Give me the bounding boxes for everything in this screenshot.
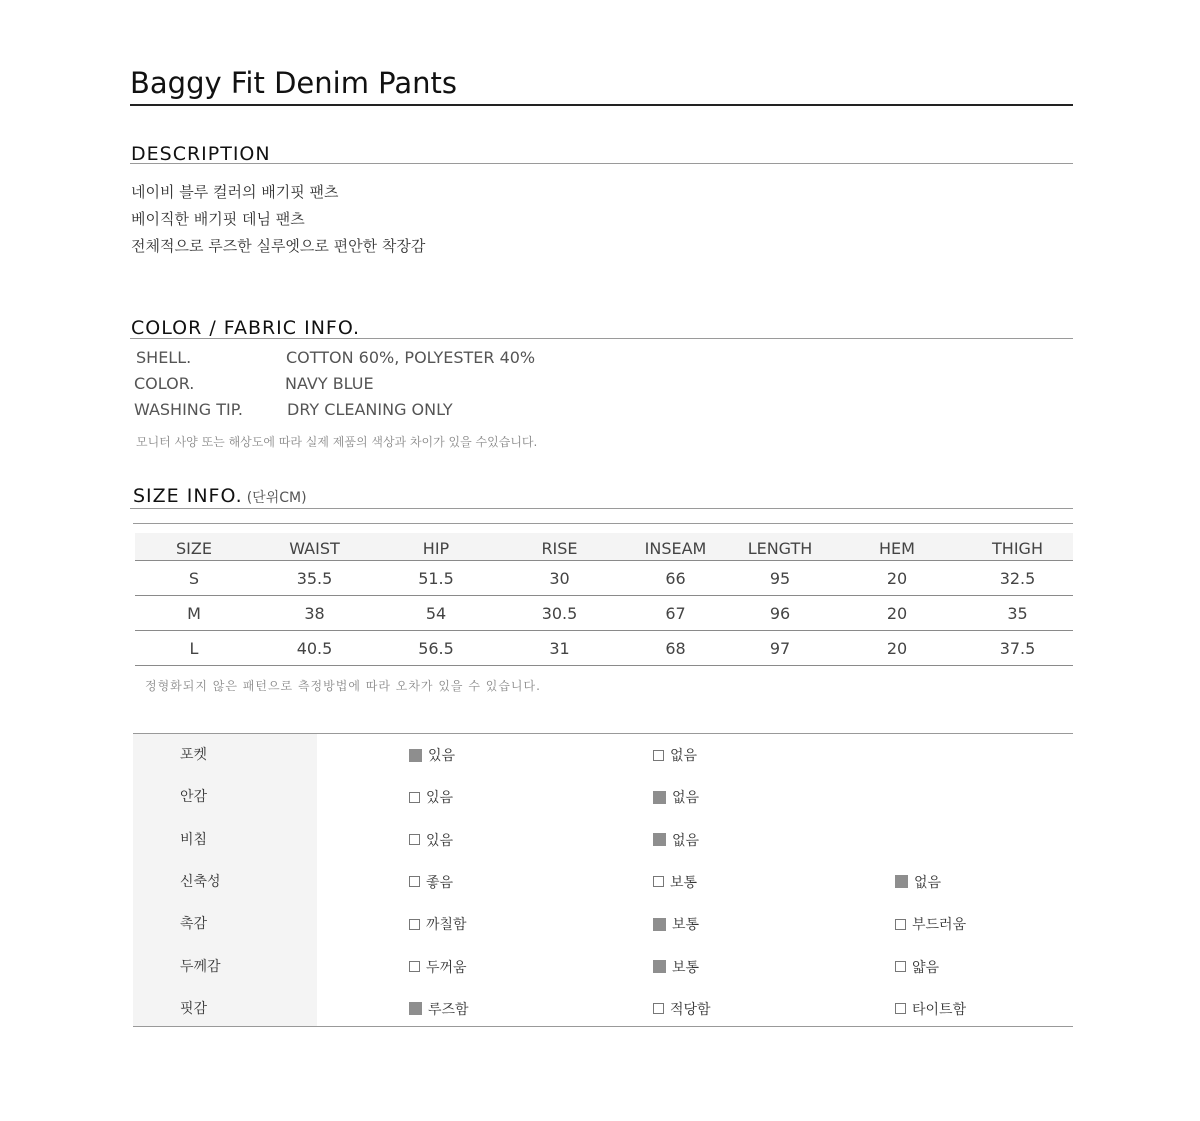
attribute-option-label: 없음 [672, 790, 700, 807]
attribute-option-label: 부드러움 [912, 917, 967, 934]
attribute-option [409, 787, 453, 807]
size-cell: 20 [832, 631, 962, 666]
unchecked-box-icon [653, 750, 664, 761]
size-table-header [135, 533, 1073, 561]
attribute-option-label: 얇음 [912, 959, 940, 976]
attribute-option [895, 872, 941, 892]
size-cell: 31 [496, 631, 623, 666]
unchecked-box-icon [409, 792, 420, 803]
size-cell: 37.5 [962, 631, 1073, 666]
attribute-label: 안감 [180, 789, 208, 806]
description-divider [130, 163, 1073, 164]
description-line: 전체적으로 루즈한 실루엣으로 편안한 착장감 [131, 237, 426, 255]
size-unit: (단위CM) [246, 490, 307, 506]
size-col-header: INSEAM [623, 533, 728, 561]
attribute-option [653, 999, 711, 1019]
attribute-label: 비침 [180, 831, 208, 848]
attribute-option-label: 없음 [914, 874, 942, 891]
attribute-row [133, 776, 1073, 818]
attribute-option [409, 999, 469, 1019]
size-cell: 96 [728, 596, 832, 631]
attribute-option [409, 914, 467, 934]
fabric-divider [130, 338, 1073, 339]
size-col-header: HEM [832, 533, 962, 561]
attribute-option [895, 914, 966, 934]
size-cell: 54 [376, 596, 496, 631]
attribute-option-label: 적당함 [670, 1001, 711, 1018]
unchecked-box-icon [653, 876, 664, 887]
attribute-option [409, 872, 453, 892]
attribute-option-label: 있음 [428, 748, 456, 764]
unchecked-box-icon [895, 1003, 906, 1014]
page-title: Baggy Fit Denim Pants [130, 66, 457, 100]
attribute-option [409, 745, 455, 765]
attribute-option-label: 좋음 [426, 874, 454, 891]
size-cell: 35.5 [253, 561, 376, 596]
size-cell: 38 [253, 596, 376, 631]
unchecked-box-icon [409, 919, 420, 930]
table-row [135, 631, 1073, 666]
size-cell: S [135, 561, 253, 596]
checked-box-icon [653, 918, 666, 931]
fabric-value-color: NAVY BLUE [285, 374, 374, 393]
checked-box-icon [409, 749, 422, 762]
description-line: 네이비 블루 컬러의 배기핏 팬츠 [131, 183, 339, 201]
unchecked-box-icon [895, 961, 906, 972]
size-heading-text: SIZE INFO. [133, 485, 243, 507]
attribute-label: 두께감 [180, 958, 221, 975]
size-cell: 35 [962, 596, 1073, 631]
size-cell: 97 [728, 631, 832, 666]
attribute-row [133, 946, 1073, 988]
attribute-option-label: 까칠함 [426, 917, 467, 934]
checked-box-icon [653, 791, 666, 804]
size-col-header: HIP [376, 533, 496, 561]
size-heading [133, 485, 307, 507]
size-cell: 66 [623, 561, 728, 596]
size-cell: M [135, 596, 253, 631]
attribute-row [133, 861, 1073, 903]
size-cell: 20 [832, 596, 962, 631]
attribute-row [133, 819, 1073, 861]
size-cell: 95 [728, 561, 832, 596]
attribute-option-label: 있음 [426, 790, 454, 807]
attribute-row [133, 988, 1073, 1030]
unchecked-box-icon [409, 876, 420, 887]
size-col-header: LENGTH [728, 533, 832, 561]
checked-box-icon [653, 960, 666, 973]
size-cell: 40.5 [253, 631, 376, 666]
attribute-label: 포켓 [180, 747, 208, 763]
description-line: 베이직한 배기핏 데님 팬츠 [131, 210, 305, 228]
attribute-option-label: 보통 [672, 917, 700, 934]
title-divider [130, 104, 1073, 106]
size-col-header: THIGH [962, 533, 1073, 561]
size-table-top-rule [133, 523, 1073, 524]
size-cell: 32.5 [962, 561, 1073, 596]
fabric-label-shell: SHELL. [136, 348, 192, 367]
attribute-option-label: 없음 [670, 748, 698, 764]
checked-box-icon [653, 833, 666, 846]
attribute-option [653, 957, 699, 977]
attribute-row [133, 734, 1073, 776]
unchecked-box-icon [409, 834, 420, 845]
size-cell: 30 [496, 561, 623, 596]
size-table [135, 533, 1073, 666]
attribute-option [653, 914, 699, 934]
attribute-option-label: 두꺼움 [426, 959, 467, 976]
size-col-header: WAIST [253, 533, 376, 561]
unchecked-box-icon [409, 961, 420, 972]
description-heading: DESCRIPTION [131, 143, 271, 165]
fabric-value-shell: COTTON 60%, POLYESTER 40% [286, 348, 536, 367]
unchecked-box-icon [653, 1003, 664, 1014]
table-row [135, 596, 1073, 631]
table-row [135, 561, 1073, 596]
size-col-header: SIZE [135, 533, 253, 561]
attribute-label: 촉감 [180, 916, 208, 933]
attribute-option [653, 830, 699, 850]
size-cell: 30.5 [496, 596, 623, 631]
fabric-heading: COLOR / FABRIC INFO. [131, 317, 361, 339]
size-cell: 51.5 [376, 561, 496, 596]
attribute-option-label: 있음 [426, 832, 454, 849]
attribute-row [133, 903, 1073, 945]
attribute-option [653, 872, 697, 892]
attribute-option-label: 타이트함 [912, 1001, 967, 1018]
attribute-option [409, 830, 453, 850]
size-cell: 68 [623, 631, 728, 666]
size-col-header: RISE [496, 533, 623, 561]
attribute-option-label: 없음 [672, 832, 700, 849]
fabric-note: 모니터 사양 또는 해상도에 따라 실제 제품의 색상과 차이가 있을 수있습니다. [136, 435, 538, 449]
attribute-option-label: 루즈함 [428, 1001, 469, 1018]
checked-box-icon [409, 1002, 422, 1015]
attribute-option-label: 보통 [670, 874, 698, 891]
checked-box-icon [895, 875, 908, 888]
fabric-label-color: COLOR. [134, 374, 195, 393]
attribute-label: 신축성 [180, 873, 221, 890]
size-divider [130, 508, 1073, 509]
fabric-value-washing: DRY CLEANING ONLY [287, 400, 453, 419]
size-cell: 67 [623, 596, 728, 631]
attribute-option [409, 957, 467, 977]
size-cell: L [135, 631, 253, 666]
attribute-label: 핏감 [180, 1000, 208, 1017]
attribute-option-label: 보통 [672, 959, 700, 976]
attribute-table [133, 733, 1073, 1027]
attribute-option [653, 787, 699, 807]
attribute-option [895, 957, 939, 977]
attribute-option [895, 999, 966, 1019]
unchecked-box-icon [895, 919, 906, 930]
size-note: 정형화되지 않은 패턴으로 측정방법에 따라 오차가 있을 수 있습니다. [145, 679, 541, 693]
size-cell: 20 [832, 561, 962, 596]
fabric-label-washing: WASHING TIP. [134, 400, 243, 419]
attribute-option [653, 745, 697, 765]
size-cell: 56.5 [376, 631, 496, 666]
